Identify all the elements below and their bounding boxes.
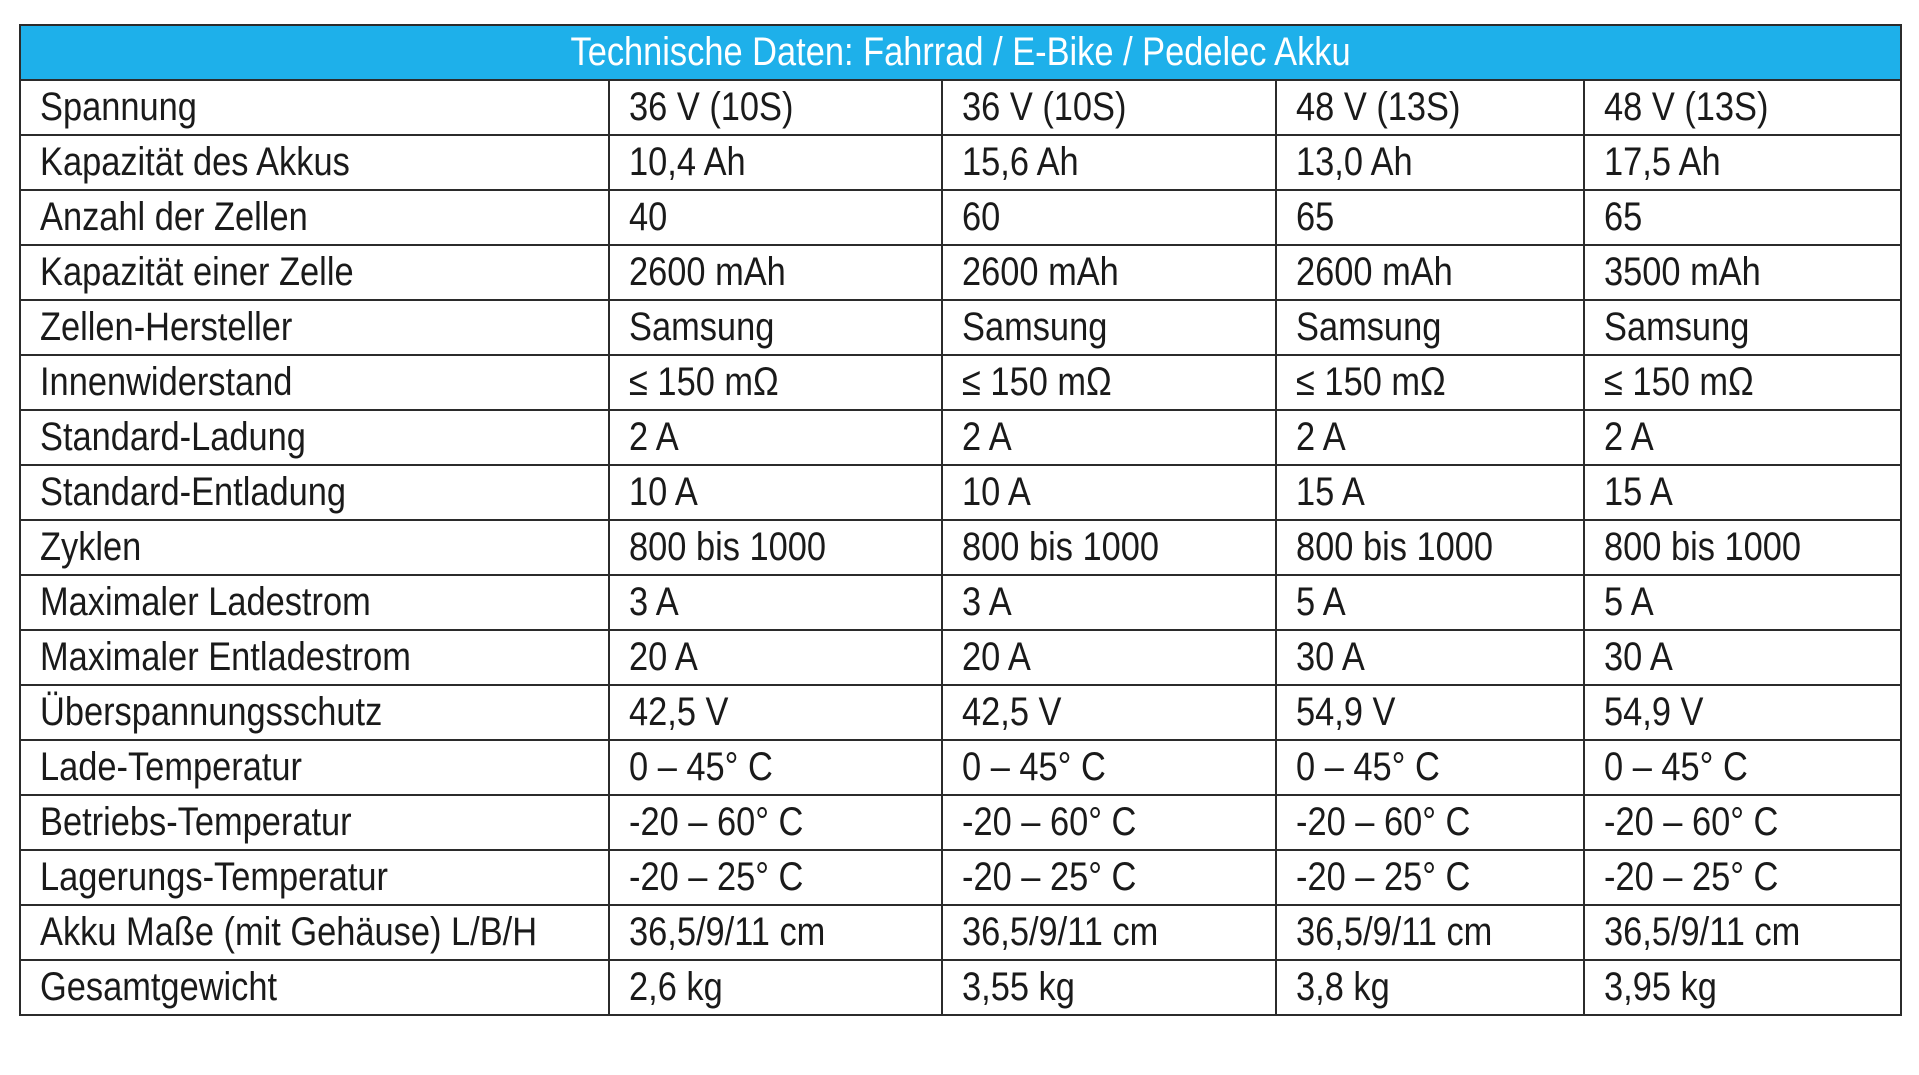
cell-value: 0 – 45° C	[629, 745, 773, 789]
row-label: Akku Maße (mit Gehäuse) L/B/H	[40, 910, 538, 954]
value-cell	[609, 80, 942, 135]
row-label: Spannung	[40, 85, 197, 129]
row-label-cell	[20, 905, 609, 960]
cell-value: 42,5 V	[962, 690, 1062, 734]
value-cell	[609, 795, 942, 850]
value-cell	[609, 190, 942, 245]
cell-value: -20 – 60° C	[962, 800, 1137, 844]
cell-value: 800 bis 1000	[1296, 525, 1494, 569]
row-label-cell	[20, 245, 609, 300]
cell-value: -20 – 25° C	[1604, 855, 1779, 899]
value-cell	[942, 300, 1276, 355]
value-cell	[1584, 740, 1901, 795]
row-label: Zyklen	[40, 525, 142, 569]
table-title-row	[20, 25, 1901, 80]
row-label: Standard-Ladung	[40, 415, 306, 459]
value-cell	[1276, 520, 1584, 575]
table-row	[20, 410, 1901, 465]
value-cell	[1584, 465, 1901, 520]
row-label-cell	[20, 795, 609, 850]
row-label: Zellen-Hersteller	[40, 305, 293, 349]
cell-value: -20 – 25° C	[1296, 855, 1471, 899]
value-cell	[1276, 850, 1584, 905]
cell-value: 0 – 45° C	[1296, 745, 1440, 789]
table-row	[20, 190, 1901, 245]
row-label-cell	[20, 850, 609, 905]
cell-value: 48 V (13S)	[1296, 85, 1461, 129]
row-label-cell	[20, 300, 609, 355]
cell-value: 3,55 kg	[962, 965, 1075, 1009]
cell-value: 800 bis 1000	[629, 525, 827, 569]
row-label: Überspannungsschutz	[40, 690, 383, 734]
table-title-text: Technische Daten: Fahrrad / E-Bike / Pedelec Akku	[570, 30, 1351, 74]
table-title	[20, 25, 1901, 80]
cell-value: 800 bis 1000	[1604, 525, 1802, 569]
value-cell	[1276, 410, 1584, 465]
cell-value: 3 A	[962, 580, 1012, 624]
value-cell	[609, 300, 942, 355]
table-row	[20, 850, 1901, 905]
cell-value: 20 A	[629, 635, 698, 679]
value-cell	[1276, 960, 1584, 1015]
table-row	[20, 905, 1901, 960]
table-row	[20, 355, 1901, 410]
row-label: Standard-Entladung	[40, 470, 347, 514]
value-cell	[1584, 190, 1901, 245]
row-label-cell	[20, 960, 609, 1015]
cell-value: 2,6 kg	[629, 965, 723, 1009]
cell-value: 3,95 kg	[1604, 965, 1717, 1009]
cell-value: 3500 mAh	[1604, 250, 1761, 294]
cell-value: ≤ 150 mΩ	[962, 360, 1112, 404]
value-cell	[609, 135, 942, 190]
row-label-cell	[20, 685, 609, 740]
row-label: Maximaler Entladestrom	[40, 635, 411, 679]
value-cell	[942, 80, 1276, 135]
value-cell	[1584, 575, 1901, 630]
cell-value: Samsung	[1604, 305, 1750, 349]
value-cell	[1584, 135, 1901, 190]
table-body	[20, 80, 1901, 1015]
cell-value: 36,5/9/11 cm	[1296, 910, 1493, 954]
cell-value: 2600 mAh	[629, 250, 786, 294]
cell-value: 15,6 Ah	[962, 140, 1079, 184]
cell-value: 15 A	[1604, 470, 1673, 514]
value-cell	[1276, 135, 1584, 190]
table-row	[20, 520, 1901, 575]
value-cell	[942, 245, 1276, 300]
table-row	[20, 740, 1901, 795]
table-row	[20, 630, 1901, 685]
table-row	[20, 795, 1901, 850]
value-cell	[609, 740, 942, 795]
value-cell	[1276, 190, 1584, 245]
cell-value: 10,4 Ah	[629, 140, 746, 184]
value-cell	[609, 355, 942, 410]
row-label-cell	[20, 80, 609, 135]
value-cell	[1276, 740, 1584, 795]
cell-value: Samsung	[1296, 305, 1442, 349]
cell-value: 30 A	[1604, 635, 1673, 679]
value-cell	[609, 520, 942, 575]
cell-value: -20 – 25° C	[962, 855, 1137, 899]
value-cell	[609, 960, 942, 1015]
row-label-cell	[20, 410, 609, 465]
cell-value: 10 A	[962, 470, 1031, 514]
cell-value: -20 – 60° C	[1604, 800, 1779, 844]
cell-value: 36 V (10S)	[962, 85, 1127, 129]
row-label-cell	[20, 520, 609, 575]
cell-value: 48 V (13S)	[1604, 85, 1769, 129]
value-cell	[1276, 795, 1584, 850]
table-row	[20, 575, 1901, 630]
value-cell	[1584, 300, 1901, 355]
cell-value: 36,5/9/11 cm	[629, 910, 826, 954]
cell-value: -20 – 60° C	[1296, 800, 1471, 844]
value-cell	[1584, 80, 1901, 135]
value-cell	[1276, 465, 1584, 520]
cell-value: 5 A	[1604, 580, 1654, 624]
value-cell	[1584, 630, 1901, 685]
value-cell	[942, 520, 1276, 575]
value-cell	[1584, 520, 1901, 575]
value-cell	[942, 135, 1276, 190]
cell-value: 17,5 Ah	[1604, 140, 1721, 184]
value-cell	[609, 465, 942, 520]
value-cell	[942, 355, 1276, 410]
cell-value: 15 A	[1296, 470, 1365, 514]
value-cell	[942, 960, 1276, 1015]
value-cell	[1276, 905, 1584, 960]
cell-value: 60	[962, 195, 1001, 239]
value-cell	[1276, 245, 1584, 300]
cell-value: 2 A	[1296, 415, 1346, 459]
value-cell	[1276, 300, 1584, 355]
value-cell	[1584, 795, 1901, 850]
row-label: Kapazität des Akkus	[40, 140, 350, 184]
cell-value: 36,5/9/11 cm	[1604, 910, 1801, 954]
value-cell	[609, 905, 942, 960]
row-label-cell	[20, 355, 609, 410]
row-label-cell	[20, 190, 609, 245]
value-cell	[1584, 245, 1901, 300]
value-cell	[1584, 685, 1901, 740]
table-row	[20, 465, 1901, 520]
cell-value: 30 A	[1296, 635, 1365, 679]
cell-value: 2 A	[629, 415, 679, 459]
cell-value: 2600 mAh	[1296, 250, 1453, 294]
row-label: Betriebs-Temperatur	[40, 800, 352, 844]
cell-value: 3,8 kg	[1296, 965, 1390, 1009]
row-label-cell	[20, 575, 609, 630]
value-cell	[1276, 575, 1584, 630]
table-row	[20, 960, 1901, 1015]
cell-value: 65	[1296, 195, 1335, 239]
cell-value: 54,9 V	[1604, 690, 1704, 734]
cell-value: Samsung	[962, 305, 1108, 349]
cell-value: 10 A	[629, 470, 698, 514]
value-cell	[1584, 905, 1901, 960]
value-cell	[1276, 355, 1584, 410]
value-cell	[1584, 410, 1901, 465]
value-cell	[609, 410, 942, 465]
cell-value: ≤ 150 mΩ	[629, 360, 779, 404]
value-cell	[942, 575, 1276, 630]
cell-value: 42,5 V	[629, 690, 729, 734]
cell-value: 800 bis 1000	[962, 525, 1160, 569]
row-label: Gesamtgewicht	[40, 965, 278, 1009]
value-cell	[942, 630, 1276, 685]
row-label: Maximaler Ladestrom	[40, 580, 371, 624]
table-row	[20, 685, 1901, 740]
cell-value: 13,0 Ah	[1296, 140, 1413, 184]
cell-value: -20 – 60° C	[629, 800, 804, 844]
value-cell	[942, 905, 1276, 960]
row-label: Kapazität einer Zelle	[40, 250, 354, 294]
spec-table-container	[19, 24, 1900, 1016]
row-label: Lagerungs-Temperatur	[40, 855, 389, 899]
value-cell	[1584, 960, 1901, 1015]
table-row	[20, 80, 1901, 135]
cell-value: 65	[1604, 195, 1643, 239]
value-cell	[1276, 630, 1584, 685]
table-row	[20, 245, 1901, 300]
cell-value: ≤ 150 mΩ	[1296, 360, 1446, 404]
cell-value: 2 A	[1604, 415, 1654, 459]
value-cell	[942, 410, 1276, 465]
value-cell	[609, 630, 942, 685]
value-cell	[1584, 850, 1901, 905]
spec-table	[19, 24, 1902, 1016]
value-cell	[609, 575, 942, 630]
value-cell	[1584, 355, 1901, 410]
value-cell	[942, 795, 1276, 850]
value-cell	[1276, 80, 1584, 135]
row-label-cell	[20, 740, 609, 795]
row-label-cell	[20, 630, 609, 685]
cell-value: 36,5/9/11 cm	[962, 910, 1159, 954]
row-label-cell	[20, 465, 609, 520]
cell-value: 20 A	[962, 635, 1031, 679]
row-label: Innenwiderstand	[40, 360, 293, 404]
value-cell	[942, 740, 1276, 795]
cell-value: 2 A	[962, 415, 1012, 459]
value-cell	[942, 850, 1276, 905]
cell-value: -20 – 25° C	[629, 855, 804, 899]
cell-value: 5 A	[1296, 580, 1346, 624]
table-row	[20, 135, 1901, 190]
value-cell	[942, 685, 1276, 740]
cell-value: 36 V (10S)	[629, 85, 794, 129]
value-cell	[942, 190, 1276, 245]
row-label: Lade-Temperatur	[40, 745, 302, 789]
cell-value: 0 – 45° C	[962, 745, 1106, 789]
row-label: Anzahl der Zellen	[40, 195, 308, 239]
cell-value: 40	[629, 195, 668, 239]
cell-value: 0 – 45° C	[1604, 745, 1748, 789]
value-cell	[609, 850, 942, 905]
value-cell	[942, 465, 1276, 520]
cell-value: 54,9 V	[1296, 690, 1396, 734]
row-label-cell	[20, 135, 609, 190]
cell-value: 2600 mAh	[962, 250, 1119, 294]
value-cell	[1276, 685, 1584, 740]
value-cell	[609, 245, 942, 300]
value-cell	[609, 685, 942, 740]
cell-value: Samsung	[629, 305, 775, 349]
cell-value: ≤ 150 mΩ	[1604, 360, 1754, 404]
cell-value: 3 A	[629, 580, 679, 624]
table-row	[20, 300, 1901, 355]
